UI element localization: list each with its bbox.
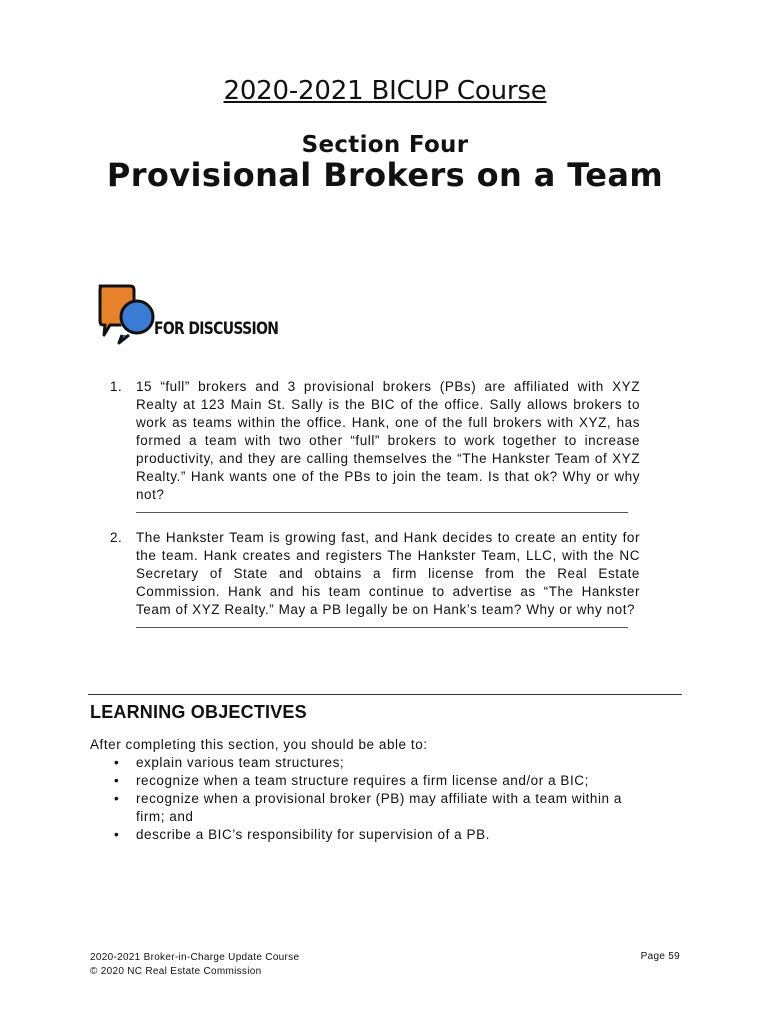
objective-text: describe a BIC’s responsibility for supervision of a PB. bbox=[136, 827, 490, 842]
list-item bbox=[112, 754, 652, 772]
speech-bubbles-icon bbox=[96, 283, 166, 349]
question-number: 2. bbox=[110, 530, 123, 545]
list-item bbox=[112, 790, 652, 826]
bullet: • bbox=[114, 755, 120, 770]
footer-course: 2020-2021 Broker-in-Charge Update Course bbox=[90, 952, 300, 963]
course-title: 2020-2021 BICUP Course bbox=[223, 76, 547, 106]
learning-objectives-list bbox=[112, 754, 652, 844]
bullet: • bbox=[114, 827, 120, 842]
list-item bbox=[112, 772, 652, 790]
answer-line bbox=[136, 504, 628, 513]
discussion-question bbox=[110, 378, 640, 513]
objective-text: recognize when a team structure requires a firm license and/or a BIC; bbox=[136, 773, 589, 788]
objective-text: recognize when a provisional broker (PB) may affiliate with a team within a firm; and bbox=[136, 791, 622, 824]
discussion-questions bbox=[110, 378, 640, 628]
bullet: • bbox=[114, 791, 120, 806]
footer-left bbox=[90, 951, 299, 979]
question-number: 1. bbox=[110, 379, 123, 394]
objective-text: explain various team structures; bbox=[136, 755, 345, 770]
page-number: Page 59 bbox=[640, 951, 680, 962]
footer-copyright: © 2020 NC Real Estate Commission bbox=[90, 966, 262, 977]
for-discussion-label: FOR DISCUSSION bbox=[154, 319, 279, 339]
for-discussion-callout bbox=[96, 283, 296, 349]
learning-objectives-intro: After completing this section, you should be able to: bbox=[90, 737, 428, 752]
learning-objectives-heading: LEARNING OBJECTIVES bbox=[90, 702, 307, 722]
discussion-question bbox=[110, 529, 640, 628]
section-divider bbox=[88, 694, 682, 695]
list-item bbox=[112, 826, 652, 844]
section-label: Section Four bbox=[301, 132, 469, 158]
question-text: 15 “full” brokers and 3 provisional brokers (PBs) are affiliated with XYZ Realty at 123 Main St. Sally is the BIC of the office. Sally allows brokers to work as teams within the office. Hank, one of the full brokers with XYZ, has formed a team with two other “full” brokers to work together to increase productivity, and they are calling themselves the “The Hankster Team of XYZ Realty.” Hank wants one of the PBs to join the team. Is that ok? Why or why not? bbox=[136, 379, 640, 502]
question-text: The Hankster Team is growing fast, and Hank decides to create an entity for the team. Hank creates and registers The Hankster Team, LLC, with the NC Secretary of State and obtains a firm license from the Real Estate Commission. Hank and his team continue to advertise as “The Hankster Team of XYZ Realty.” May a PB legally be on Hank’s team? Why or why not? bbox=[136, 530, 640, 617]
answer-line bbox=[136, 619, 628, 628]
bullet: • bbox=[114, 773, 120, 788]
section-title: Provisional Brokers on a Team bbox=[106, 156, 664, 194]
